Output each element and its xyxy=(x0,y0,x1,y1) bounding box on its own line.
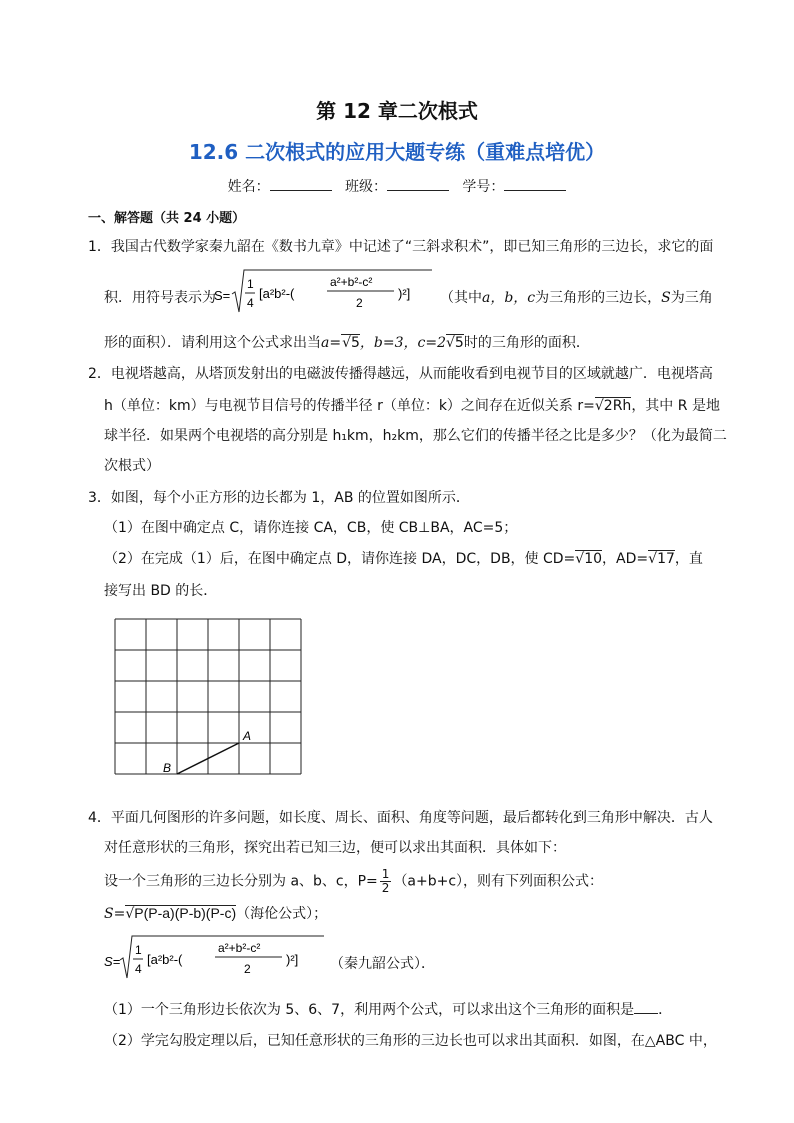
eq-bc: ，b=3，c=2 xyxy=(359,335,446,351)
inner-den: 2 xyxy=(356,296,363,310)
eq-a: a= xyxy=(321,335,342,351)
formula-body: [a²b²-( xyxy=(259,286,295,301)
frac2-den: 4 xyxy=(135,962,142,976)
qin-formula-1 xyxy=(214,266,434,316)
problem4-part2: （2）学完勾股定理以后，已知任意形状的三角形的三边长也可以求出其面积．如图，在△ABC 中， xyxy=(104,1033,717,1049)
frac2-num: 1 xyxy=(135,943,142,957)
rad17: 17 xyxy=(657,551,675,567)
l2-d: 为三角 xyxy=(670,290,713,306)
label-b: B xyxy=(163,761,172,775)
id-blank[interactable] xyxy=(504,178,566,191)
p4-part1-end: ． xyxy=(658,1002,673,1018)
frac-num: 1 xyxy=(247,277,254,291)
formula2-s: S= xyxy=(104,954,121,969)
problem1-line1: 1．我国古代数学家秦九韶在《数书九章》中记述了“三斜求积术”，即已知三角形的三边长，求它的面 xyxy=(88,239,714,255)
problem1-line2-rest xyxy=(440,289,713,307)
problem4-line3 xyxy=(104,868,603,895)
problem2-line2: h（单位：km）与电视节目信号的传播半径 r（单位：k）之间存在近似关系 r=√2Rh，其中 R 是地 xyxy=(104,398,720,414)
p4-part1-text: （1）一个三角形边长依次为 5、6、7，利用两个公式，可以求出这个三角形的面积是 xyxy=(104,1002,635,1018)
problem4-line1: 4．平面几何图形的许多问题，如长度、周长、面积、角度等问题，最后都转化到三角形中解决．古人 xyxy=(88,810,713,826)
grid-lines xyxy=(115,619,301,774)
section-heading: 一、解答题（共 24 小题） xyxy=(88,211,246,226)
heron-s: S= xyxy=(104,906,126,922)
student-info-line xyxy=(0,176,794,196)
p4-l3-b: （a+b+c），则有下列面积公式： xyxy=(393,873,604,890)
inner2-num: a²+b²-c² xyxy=(218,941,261,955)
rad10: 10 xyxy=(584,551,603,567)
problem1-line3: 形的面积）．请利用这个公式求出当a=√5，b=3，c=2√5时的三角形的面积． xyxy=(104,335,590,351)
p2-l2-b: ，其中 R 是地 xyxy=(631,398,720,414)
id-label: 学号： xyxy=(462,179,505,195)
half-num: 1 xyxy=(381,867,390,881)
sqrt5-a: 5 xyxy=(351,335,360,351)
chapter-title: 第 12 章二次根式 xyxy=(316,99,478,123)
l3-a: 形的面积）．请利用这个公式求出当 xyxy=(104,335,321,351)
l3-b: 时的三角形的面积． xyxy=(463,335,590,351)
formula2-body: [a²b²-( xyxy=(147,952,183,967)
label-a: A xyxy=(243,729,252,743)
frac-den: 4 xyxy=(247,296,254,310)
class-label: 班级： xyxy=(345,179,387,195)
problem3-line1: 3．如图，每个小正方形的边长都为 1，AB 的位置如图所示． xyxy=(88,490,470,506)
problem4-line2: 对任意形状的三角形，探究出若已知三边，便可以求出其面积．具体如下： xyxy=(104,840,566,856)
inner-num: a²+b²-c² xyxy=(330,275,373,289)
class-blank[interactable] xyxy=(387,178,449,191)
p4-l3-a: 设一个三角形的三边长分别为 a、b、c，P= xyxy=(104,873,378,890)
l2-c: 为三角形的三边长， xyxy=(535,290,662,306)
formula2-close: )²] xyxy=(286,952,299,967)
name-blank[interactable] xyxy=(270,178,332,191)
heron-formula: S=√P(P-a)(P-b)(P-c)（海伦公式）； xyxy=(104,905,328,922)
grid-figure xyxy=(110,614,310,784)
problem1-line2-a: 积．用符号表示为 xyxy=(104,290,216,306)
problem3-part1: （1）在图中确定点 C，请你连接 CA，CB，使 CB⊥BA，AC=5； xyxy=(104,520,518,536)
l2-b: （其中 xyxy=(440,290,482,306)
name-label: 姓名： xyxy=(227,179,270,195)
problem4-part1 xyxy=(104,1001,672,1019)
answer-blank[interactable] xyxy=(634,1001,658,1014)
problem2-line3: 球半径．如果两个电视塔的高分别是 h₁km，h₂km，那么它们的传播半径之比是多少？（化为最简二 xyxy=(104,428,727,444)
p2-l2-a: h（单位：km）与电视节目信号的传播半径 r（单位：k）之间存在近似关系 r= xyxy=(104,398,595,414)
inner2-den: 2 xyxy=(244,962,251,976)
problem3-part2: （2）在完成（1）后，在图中确定点 D，请你连接 DA，DC，DB，使 CD=√10，AD=√17，直 xyxy=(104,551,703,567)
vars-abc: a，b，c xyxy=(482,290,536,306)
qin-name: （秦九韶公式）． xyxy=(330,956,435,972)
p2-rad: 2Rh xyxy=(603,398,632,414)
p3-p2-b: ，AD= xyxy=(602,551,649,567)
p3-p2-c: ，直 xyxy=(674,551,703,567)
problem2-line4: 次根式） xyxy=(104,458,160,474)
heron-radicand: P(P-a)(P-b)(P-c) xyxy=(134,905,237,921)
sqrt5-c: 5 xyxy=(454,335,464,351)
problem2-line1: 2．电视塔越高，从塔顶发射出的电磁波传播得越远，从而能收看到电视节目的区域就越广．电视塔高 xyxy=(88,366,713,382)
heron-name: （海伦公式）； xyxy=(236,906,328,922)
p3-p2-a: （2）在完成（1）后，在图中确定点 D，请你连接 DA，DC，DB，使 CD= xyxy=(104,551,576,567)
half-den: 2 xyxy=(381,881,390,895)
section-title: 12.6 二次根式的应用大题专练（重难点培优） xyxy=(188,140,606,164)
formula-s: S= xyxy=(214,288,231,303)
qin-formula-2 xyxy=(102,932,326,982)
var-s: S xyxy=(661,290,671,306)
formula-close: )²] xyxy=(398,286,411,301)
problem3-line-last: 接写出 BD 的长． xyxy=(104,583,218,599)
